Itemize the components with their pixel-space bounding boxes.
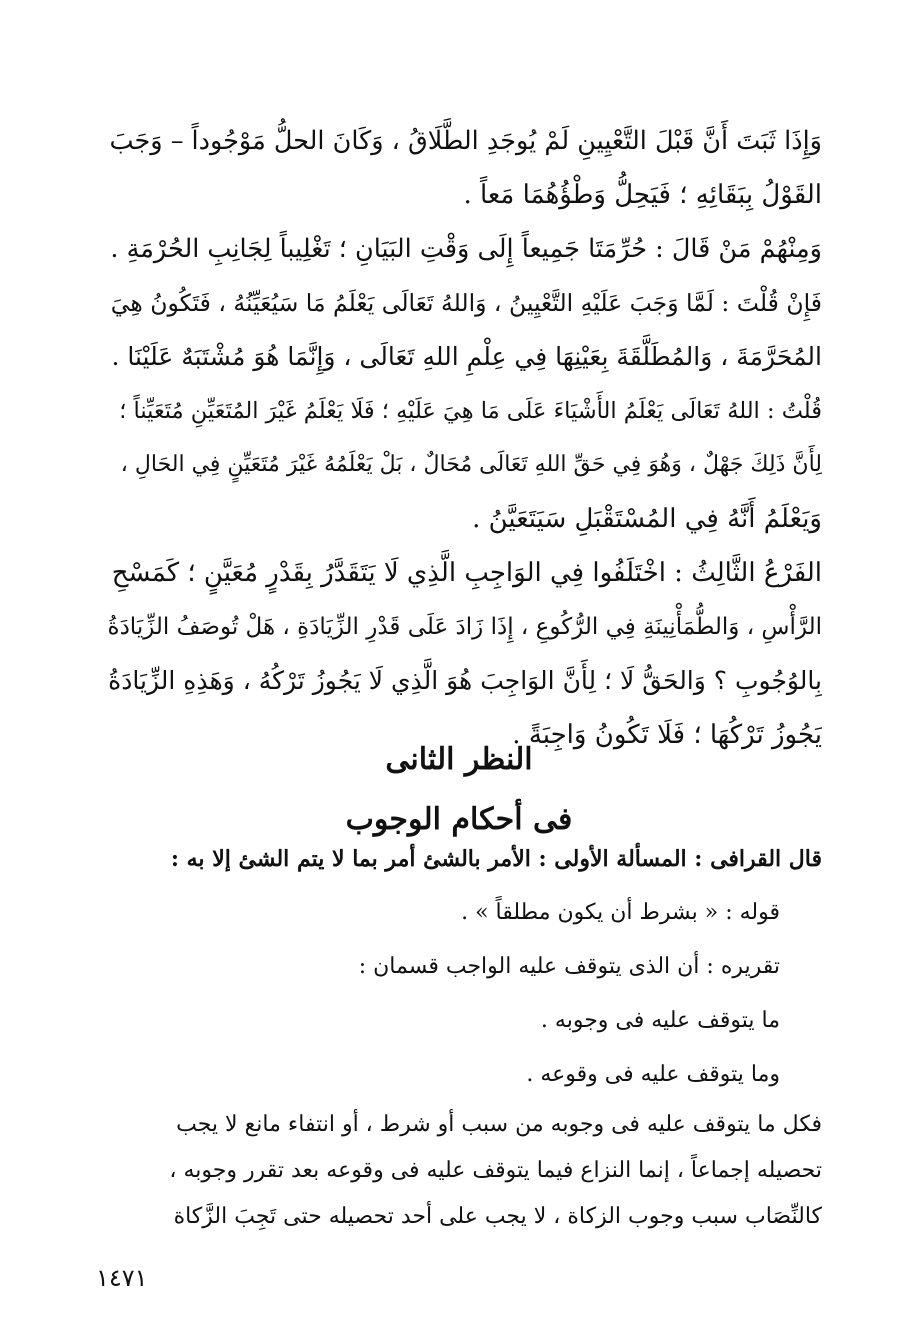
text-line: المُحَرَّمَةَ ، وَالمُطَلَّقَةَ بِعَيْنِهَا فِي عِلْمِ اللهِ تَعَالَى ، وَإِنَّمَا هُوَ مُشْتَبَهٌ عَلَيْنَا . <box>111 342 822 371</box>
text-line: تحصيله إجماعاً ، إنما النزاع فيما يتوقف عليه فى وقوعه بعد تقرر وجوبه ، <box>169 1158 822 1183</box>
text-line: كالنِّصَاب سبب وجوب الزكاة ، لا يجب على أحد تحصيله حتى تَجِبَ الزَّكاة <box>173 1204 822 1229</box>
text-line: فَإِنْ قُلْتَ : لَمَّا وَجَبَ عَلَيْهِ التَّعْيِينُ ، وَاللهُ تَعَالَى يَعْلَمُ مَا سَيُعَيِّنُهُ ، فَتَكُونُ هِيَ <box>110 289 822 317</box>
taqrir-block <box>108 940 780 994</box>
text-line: وَإِذَا ثَبَتَ أَنَّ قَبْلَ التَّعْيِينِ لَمْ يُوجَدِ الطَّلَاقُ ، وَكَانَ الحلُّ مَوْجُوداً – وَجَبَ <box>109 126 822 156</box>
qarafi-quote: قال القرافى : المسألة الأولى : الأمر بالشئ أمر بما لا يتم الشئ إلا به : <box>170 846 822 872</box>
text-line: قُلْتُ : اللهُ تَعَالَى يَعْلَمُ الأَشْيَاءَ عَلَى مَا هِيَ عَلَيْهِ ؛ فَلَا يَعْلَمُ غَيْرَ المُتَعَيِّنِ مُتَعَيِّناً ؛ <box>119 398 822 424</box>
text-line: وَمِنْهُمْ مَنْ قَالَ : حُرِّمَتَا جَمِيعاً إِلَى وَقْتِ البَيَانِ ؛ تَغْلِيباً لِجَانِبِ الحُرْمَةِ . <box>110 234 822 264</box>
item-2-block <box>108 1048 780 1102</box>
text-line: يَجُوزُ تَرْكُهَا ؛ فَلَا تَكُونُ وَاجِبَةً . <box>512 720 822 750</box>
item-1-block <box>108 994 780 1048</box>
commentary-section <box>108 114 822 762</box>
list-item: وما يتوقف عليه فى وقوعه . <box>526 1062 780 1087</box>
text-line: الفَرْعُ الثَّالِثُ : اخْتَلَفُوا فِي الوَاجِبِ الَّذِي لَا يَتَقَدَّرُ بِقَدْرٍ مُعَيَّنٍ ؛ كَمَسْحِ <box>111 558 822 588</box>
text-line: لِأَنَّ ذَلِكَ جَهْلٌ ، وَهُوَ فِي حَقِّ اللهِ تَعَالَى مُحَالٌ ، بَلْ يَعْلَمُهُ غَيْرَ مُتَعَيِّنٍ فِي الحَالِ ، <box>120 452 822 477</box>
list-item: ما يتوقف عليه فى وجوبه . <box>540 1008 780 1033</box>
text-line: وَيَعْلَمُ أَنَّهُ فِي المُسْتَقْبَلِ سَيَتَعَيَّنُ . <box>472 504 822 534</box>
text-line: بِالوُجُوبِ ؟ وَالحَقُّ لَا ؛ لِأَنَّ الوَاجِبَ هُوَ الَّذِي لَا يَجُوزُ تَرْكُهُ ، وَهَذِهِ الزِّيَادَةُ <box>108 666 822 695</box>
quote-line-block <box>108 832 822 886</box>
page-number: ١٤٧١ <box>96 1264 148 1292</box>
qawluh-block <box>108 886 780 940</box>
text-line: فكل ما يتوقف عليه فى وجوبه من سبب أو شرط ، أو انتفاء مانع لا يجب <box>176 1112 822 1137</box>
section-heading: النظر الثانى <box>385 742 533 777</box>
text-line: الرَّأْسِ ، وَالطُّمَأْنِينَةِ فِي الرُّكُوعِ ، إِذَا زَادَ عَلَى قَدْرِ الزِّيَادَةِ ، هَلْ تُوصَفُ الزِّيَادَةُ <box>108 614 822 640</box>
section-subheading: فى أحكام الوجوب <box>345 802 573 837</box>
taqrir-line: تقريره : أن الذى يتوقف عليه الواجب قسمان : <box>358 954 780 979</box>
text-line: القَوْلُ بِبَقَائِهِ ؛ فَيَحِلُّ وَطْؤُهُمَا مَعاً . <box>463 180 822 210</box>
qawluh-line: قوله : « بشرط أن يكون مطلقاً » . <box>461 900 780 925</box>
closing-paragraph <box>108 1102 822 1240</box>
